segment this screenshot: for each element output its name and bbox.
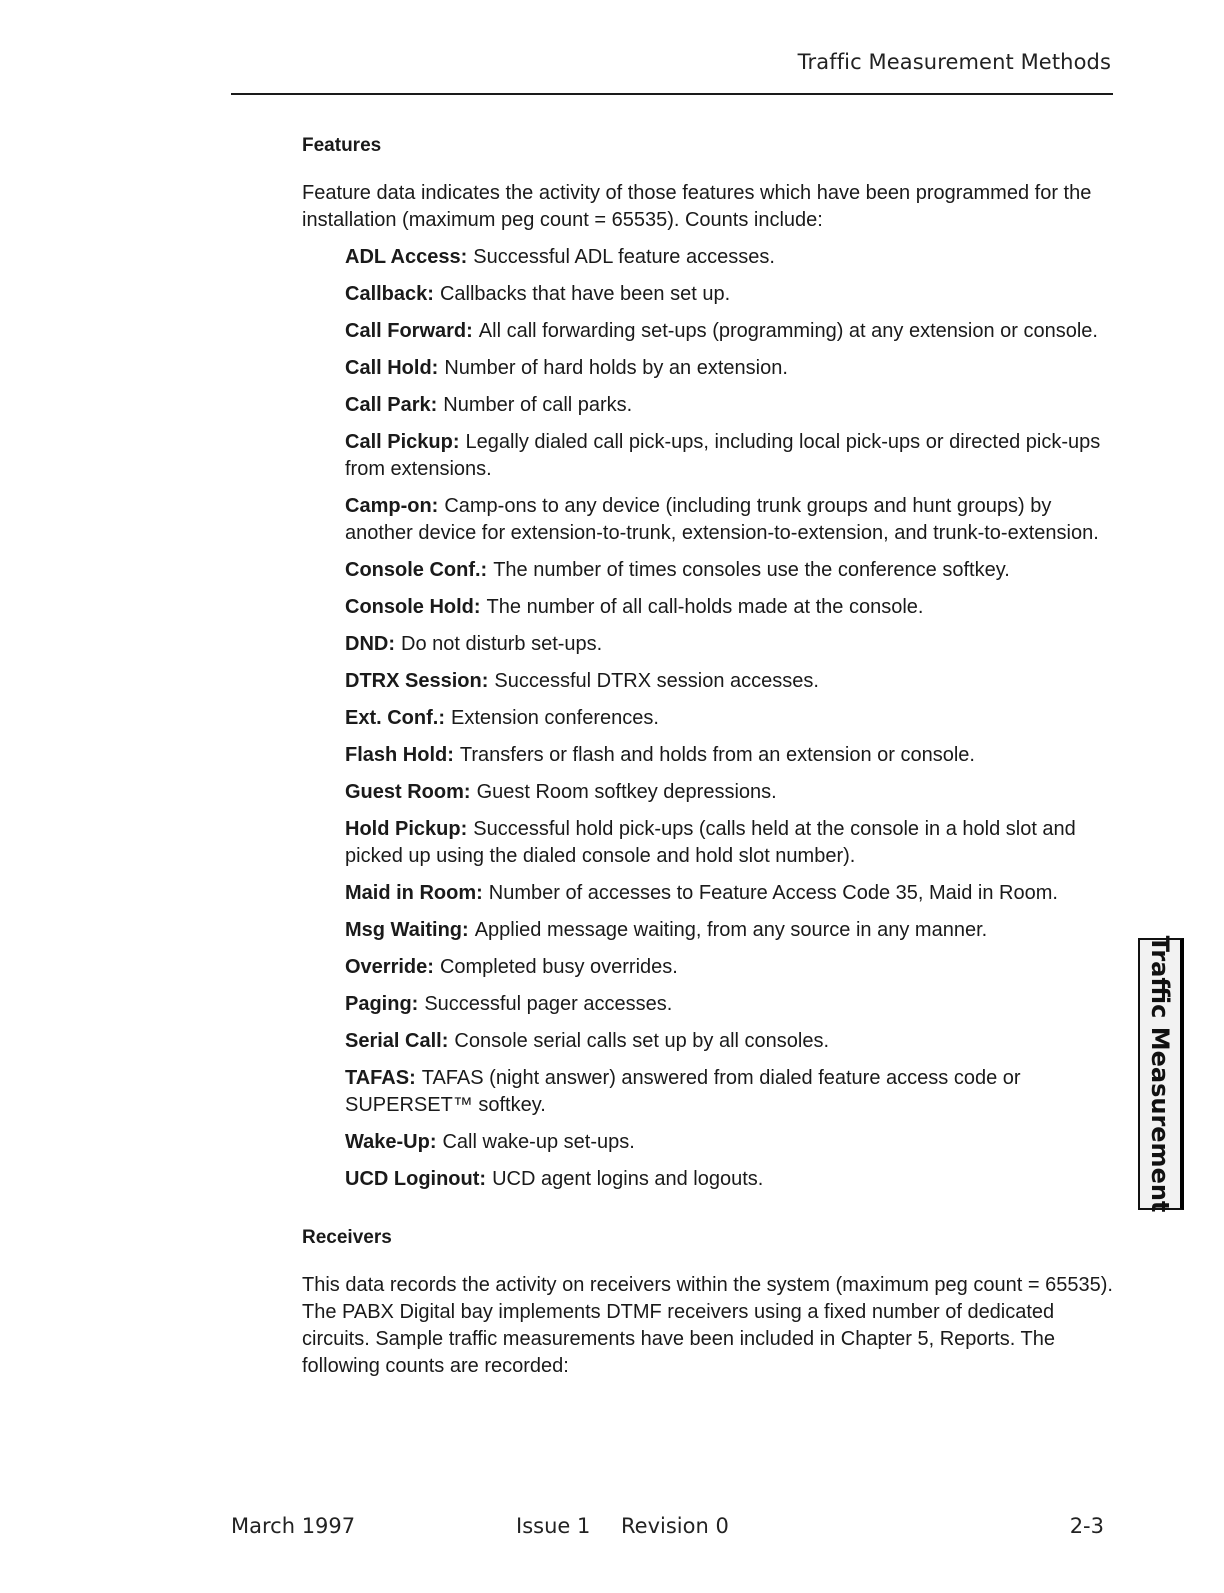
footer-page-number: 2-3 (1069, 1514, 1104, 1538)
feature-term: Callback: (345, 283, 434, 305)
feature-term: Console Conf.: (345, 559, 488, 581)
feature-item (302, 429, 1122, 483)
feature-item (302, 392, 1122, 419)
header-rule (231, 93, 1113, 95)
feature-item (302, 742, 1122, 769)
feature-item (302, 557, 1122, 584)
feature-item (302, 668, 1122, 695)
feature-desc: TAFAS (night answer) answered from dialed feature access code or SUPERSET™ softkey. (345, 1067, 1021, 1116)
footer-revision: Revision 0 (621, 1514, 729, 1538)
feature-term: Msg Waiting: (345, 919, 469, 941)
feature-term: ADL Access: (345, 246, 468, 268)
feature-term: Serial Call: (345, 1030, 449, 1052)
feature-desc: Successful DTRX session accesses. (494, 670, 819, 692)
feature-desc: The number of times consoles use the conference softkey. (493, 559, 1010, 581)
feature-desc: Successful pager accesses. (424, 993, 673, 1015)
feature-item (302, 779, 1122, 806)
features-heading: Features (302, 135, 382, 156)
feature-item (302, 355, 1122, 382)
feature-desc: Guest Room softkey depressions. (476, 781, 777, 803)
feature-desc: All call forwarding set-ups (programming) at any extension or console. (478, 320, 1098, 342)
feature-item (302, 880, 1122, 907)
feature-term: DND: (345, 633, 395, 655)
feature-item (302, 281, 1122, 308)
feature-term: Ext. Conf.: (345, 707, 445, 729)
feature-desc: Callbacks that have been set up. (439, 283, 731, 305)
feature-desc: Camp-ons to any device (including trunk groups and hunt groups) by another device for extension-to-trunk, extension-to-extension, and trunk-to-extension. (345, 495, 1099, 544)
feature-term: Call Forward: (345, 320, 473, 342)
features-intro: Feature data indicates the activity of those features which have been programmed for the installation (maximum peg count = 65535). Counts include: (302, 182, 1092, 231)
feature-desc: Extension conferences. (451, 707, 659, 729)
feature-term: Call Hold: (345, 357, 439, 379)
feature-desc: The number of all call-holds made at the console. (486, 596, 924, 618)
footer-date: March 1997 (231, 1514, 356, 1538)
feature-item (302, 917, 1122, 944)
feature-item (302, 1065, 1122, 1119)
receivers-intro: This data records the activity on receivers within the system (maximum peg count = 65535). The PABX Digital bay implements DTMF receivers using a fixed number of dedicated circuits. Sample traffic measurements have been included in Chapter 5, Reports. The following counts are recorded: (302, 1274, 1113, 1377)
feature-item (302, 816, 1122, 870)
feature-term: Flash Hold: (345, 744, 454, 766)
feature-term: Paging: (345, 993, 419, 1015)
feature-item (302, 594, 1122, 621)
feature-desc: Completed busy overrides. (439, 956, 678, 978)
feature-item (302, 1166, 1122, 1193)
feature-desc: Console serial calls set up by all consoles. (454, 1030, 830, 1052)
feature-item (302, 1129, 1122, 1156)
feature-term: Guest Room: (345, 781, 471, 803)
feature-item (302, 631, 1122, 658)
feature-desc: Successful hold pick-ups (calls held at the console in a hold slot and picked up using the dialed console and hold slot number). (345, 818, 1076, 867)
feature-term: UCD Loginout: (345, 1168, 487, 1190)
feature-desc: Successful ADL feature accesses. (473, 246, 775, 268)
feature-term: Maid in Room: (345, 882, 483, 904)
feature-item (302, 1028, 1122, 1055)
feature-term: Call Pickup: (345, 431, 460, 453)
features-list (302, 244, 1122, 1193)
side-tab (1138, 935, 1184, 1213)
feature-item (302, 244, 1122, 271)
feature-term: DTRX Session: (345, 670, 489, 692)
feature-item (302, 954, 1122, 981)
feature-item (302, 318, 1122, 345)
feature-desc: Call wake-up set-ups. (442, 1131, 635, 1153)
feature-desc: Legally dialed call pick-ups, including local pick-ups or directed pick-ups from extensions. (345, 431, 1101, 480)
feature-desc: Do not disturb set-ups. (401, 633, 603, 655)
feature-item (302, 493, 1122, 547)
feature-item (302, 991, 1122, 1018)
feature-term: Console Hold: (345, 596, 481, 618)
page-content (302, 134, 1122, 1380)
receivers-heading: Receivers (302, 1227, 392, 1248)
feature-desc: Number of accesses to Feature Access Code 35, Maid in Room. (488, 882, 1058, 904)
feature-term: TAFAS: (345, 1067, 416, 1089)
feature-desc: UCD agent logins and logouts. (492, 1168, 764, 1190)
feature-term: Camp-on: (345, 495, 439, 517)
feature-term: Override: (345, 956, 434, 978)
side-tab-label: Traffic Measurement (1146, 935, 1174, 1213)
feature-term: Wake-Up: (345, 1131, 437, 1153)
feature-desc: Number of hard holds by an extension. (444, 357, 788, 379)
page-header-title: Traffic Measurement Methods (797, 50, 1111, 74)
feature-term: Call Park: (345, 394, 438, 416)
footer-issue: Issue 1 (516, 1514, 591, 1538)
feature-term: Hold Pickup: (345, 818, 468, 840)
feature-desc: Applied message waiting, from any source in any manner. (474, 919, 988, 941)
feature-item (302, 705, 1122, 732)
feature-desc: Number of call parks. (443, 394, 633, 416)
feature-desc: Transfers or flash and holds from an extension or console. (459, 744, 975, 766)
